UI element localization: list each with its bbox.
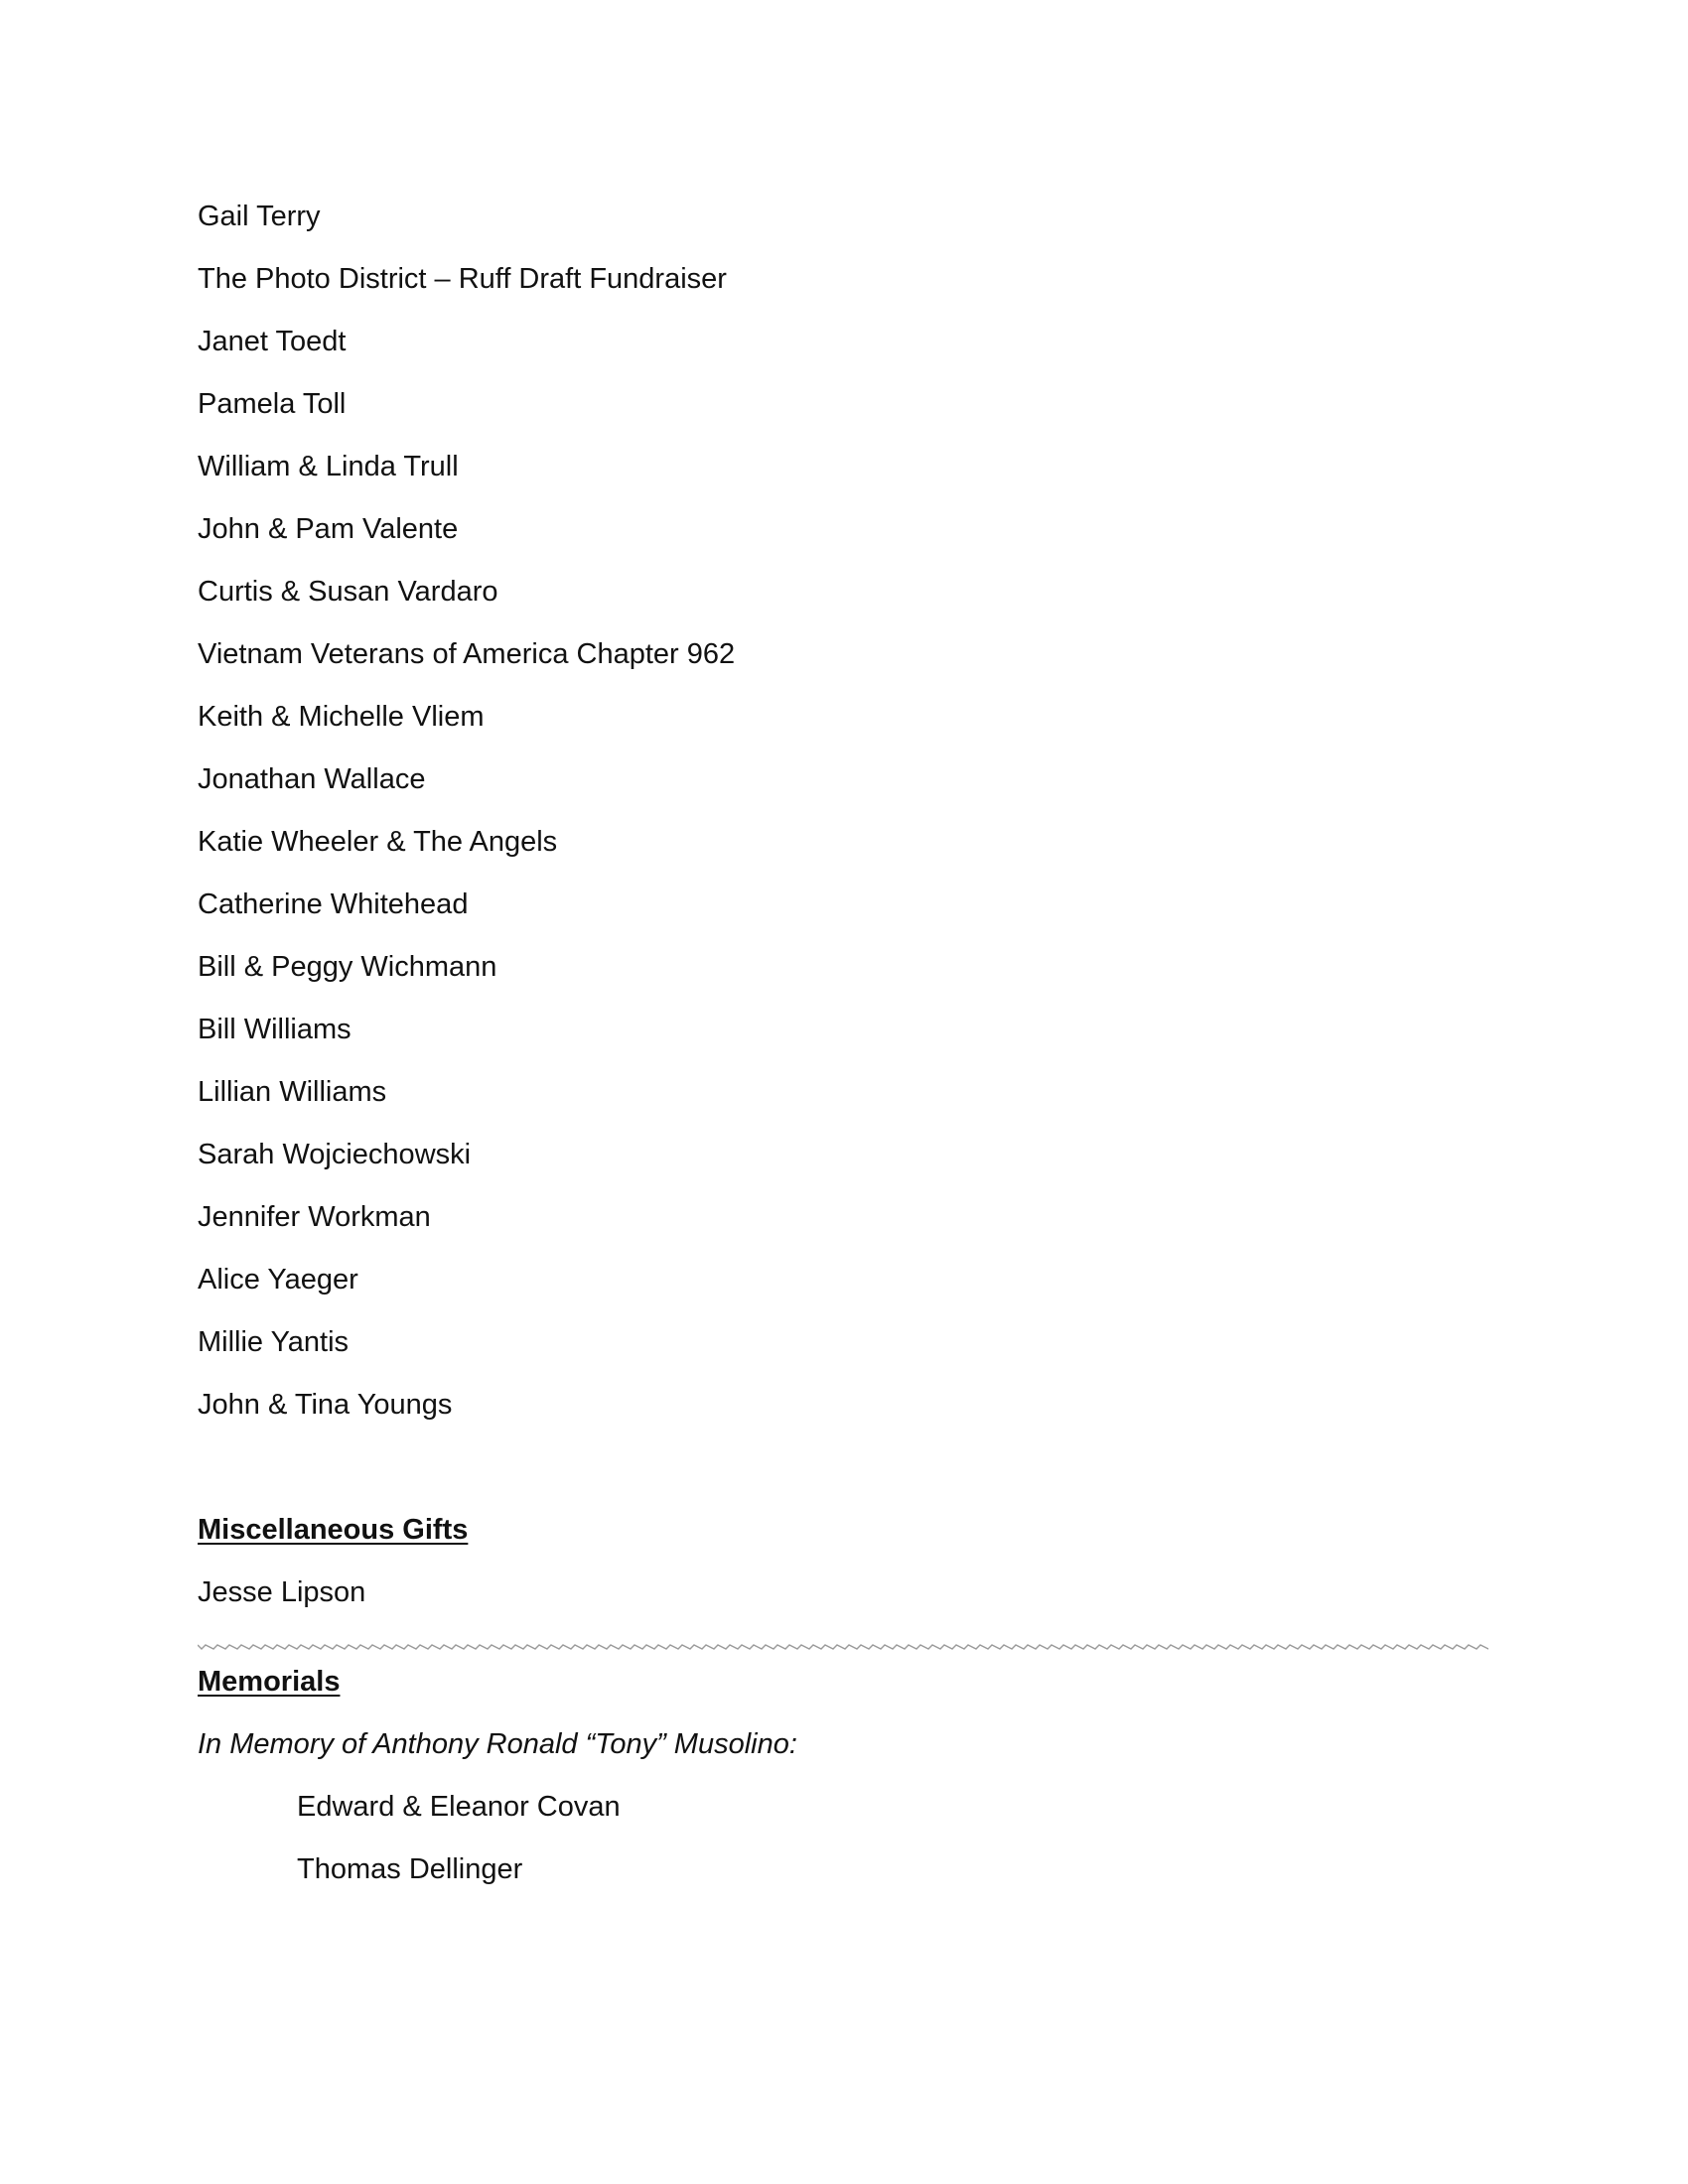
donor-name: Catherine Whitehead: [198, 888, 469, 920]
donor-name: Janet Toedt: [198, 326, 347, 357]
donor-name: Lillian Williams: [198, 1076, 387, 1108]
donor-name: Bill & Peggy Wichmann: [198, 951, 497, 983]
donor-name: Vietnam Veterans of America Chapter 962: [198, 638, 736, 670]
donor-name: Jonathan Wallace: [198, 763, 426, 795]
donor-name: Sarah Wojciechowski: [198, 1139, 472, 1170]
donor-name: Gail Terry: [198, 201, 321, 232]
donor-name: William & Linda Trull: [198, 451, 459, 482]
donor-name: John & Tina Youngs: [198, 1389, 453, 1421]
donor-name: John & Pam Valente: [198, 513, 459, 545]
memorials-section: [198, 1664, 1488, 1887]
document-content: [198, 199, 1488, 1914]
donor-name: Bill Williams: [198, 1014, 352, 1045]
donor-name: Jennifer Workman: [198, 1201, 431, 1233]
wavy-divider-line: [198, 1637, 1488, 1657]
in-memory-of-title: In Memory of Anthony Ronald “Tony” Musolino:: [198, 1728, 797, 1760]
donor-name: Millie Yantis: [198, 1326, 350, 1358]
donor-name: Keith & Michelle Vliem: [198, 701, 485, 733]
memorial-donor: Thomas Dellinger: [297, 1853, 523, 1885]
donor-name: Alice Yaeger: [198, 1264, 358, 1296]
section-divider: [198, 1637, 1488, 1657]
donor-name: Curtis & Susan Vardaro: [198, 576, 498, 608]
miscellaneous-gifts-section: [198, 1512, 1488, 1610]
miscellaneous-gift-donor: Jesse Lipson: [198, 1576, 366, 1608]
donor-list: [198, 199, 1488, 1423]
donor-name: Pamela Toll: [198, 388, 347, 420]
memorial-donor: Edward & Eleanor Covan: [297, 1791, 621, 1823]
donor-name: Katie Wheeler & The Angels: [198, 826, 558, 858]
memorials-heading: Memorials: [198, 1666, 341, 1698]
section-spacer: [198, 1449, 1488, 1512]
miscellaneous-gifts-heading: Miscellaneous Gifts: [198, 1514, 469, 1546]
donor-name: The Photo District – Ruff Draft Fundraiser: [198, 263, 727, 295]
